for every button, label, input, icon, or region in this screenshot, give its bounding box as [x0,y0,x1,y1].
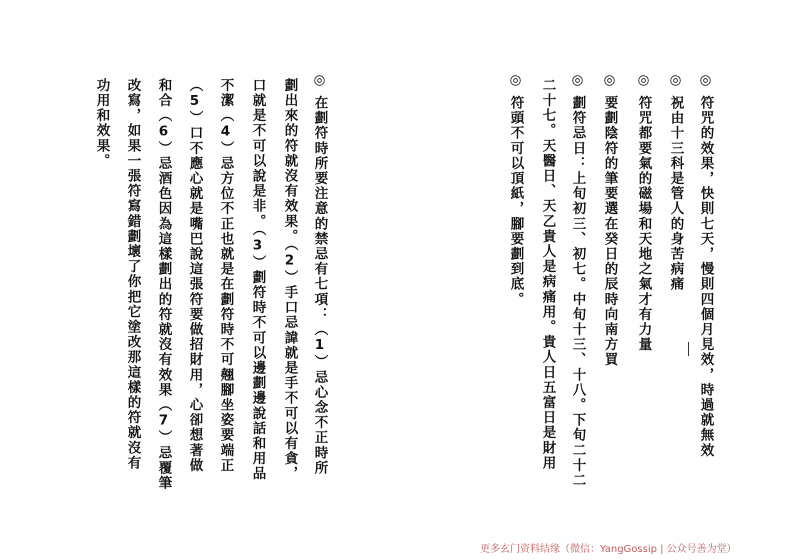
right-col-1-text: 符咒的效果，快則七天，慢則四個月見效，時過就無效 [697,95,714,459]
left-col-4-text: 不潔（4）忌方位不正也就是在劃符時不可翹腳坐姿要端正 [217,78,234,474]
right-col-5 [570,72,584,488]
circle-bullet-icon: ◎ [311,72,328,90]
left-col-2-text: 劃出來的符就沒有效果。（2）手口忌諱就是手不可以有貪， [281,78,298,482]
left-col-3-text: 口就是不可以說是非。（3）劃符時不可以邊劃邊說話和用品 [249,78,266,482]
circle-bullet-icon: ◎ [697,72,714,90]
circle-bullet-icon: ◎ [635,72,652,90]
right-col-7-text: 符頭不可以頂紙，腳要劃到底。 [507,95,524,308]
left-col-2 [282,78,296,481]
left-col-7 [125,78,139,471]
left-col-7-text: 改寫，如果一張符寫錯劃壞了你把它塗改那這樣的符就沒有 [124,78,141,471]
left-col-6 [156,78,170,491]
circle-bullet-icon: ◎ [507,72,524,90]
right-col-2-text: 祝由十三科是管人的身苦病痛 [667,95,684,292]
circle-bullet-icon: ◎ [569,72,586,90]
right-col-7 [508,72,522,307]
left-col-8-text: 功用和效果。 [93,78,110,169]
left-col-8 [94,78,108,169]
watermark-text: 更多玄门资料结缘（微信：YangGossip | 公众号善为堂） [480,544,737,555]
left-col-4 [218,78,232,473]
right-col-1 [698,72,712,458]
left-col-1-text: 在劃符時所要注意的禁忌有七項：（1）忌心念不正時所 [311,95,328,476]
circle-bullet-icon: ◎ [601,72,618,90]
right-col-6-text: 二十七。天醫日、天乙貴人是病痛用。貴人日五富日是財用 [539,78,556,471]
left-col-3 [250,78,264,481]
circle-bullet-icon: ◎ [667,72,684,90]
right-col-3 [636,72,650,352]
left-col-5 [187,78,201,473]
right-col-5-text: 劃符忌日：上旬初三、初七。中旬十三、十八。下旬二十二 [569,95,586,489]
right-col-2 [668,72,682,292]
right-col-6 [540,78,554,471]
right-col-4-text: 要劃陰符的筆要選在癸日的辰時向南方買 [601,95,618,368]
page-fold-mark [688,342,689,356]
left-col-5-text: （5）口不應心就是嘴巴說這張符要做招財用，心卻想著做 [186,78,203,474]
right-col-4 [602,72,616,367]
left-col-1 [312,72,326,476]
left-col-6-text: 和合（6）忌酒色因為這樣劃出的符就沒有效果（7）忌覆筆 [155,78,172,491]
right-col-3-text: 符咒都要氣的磁場和天地之氣才有力量 [635,95,652,353]
